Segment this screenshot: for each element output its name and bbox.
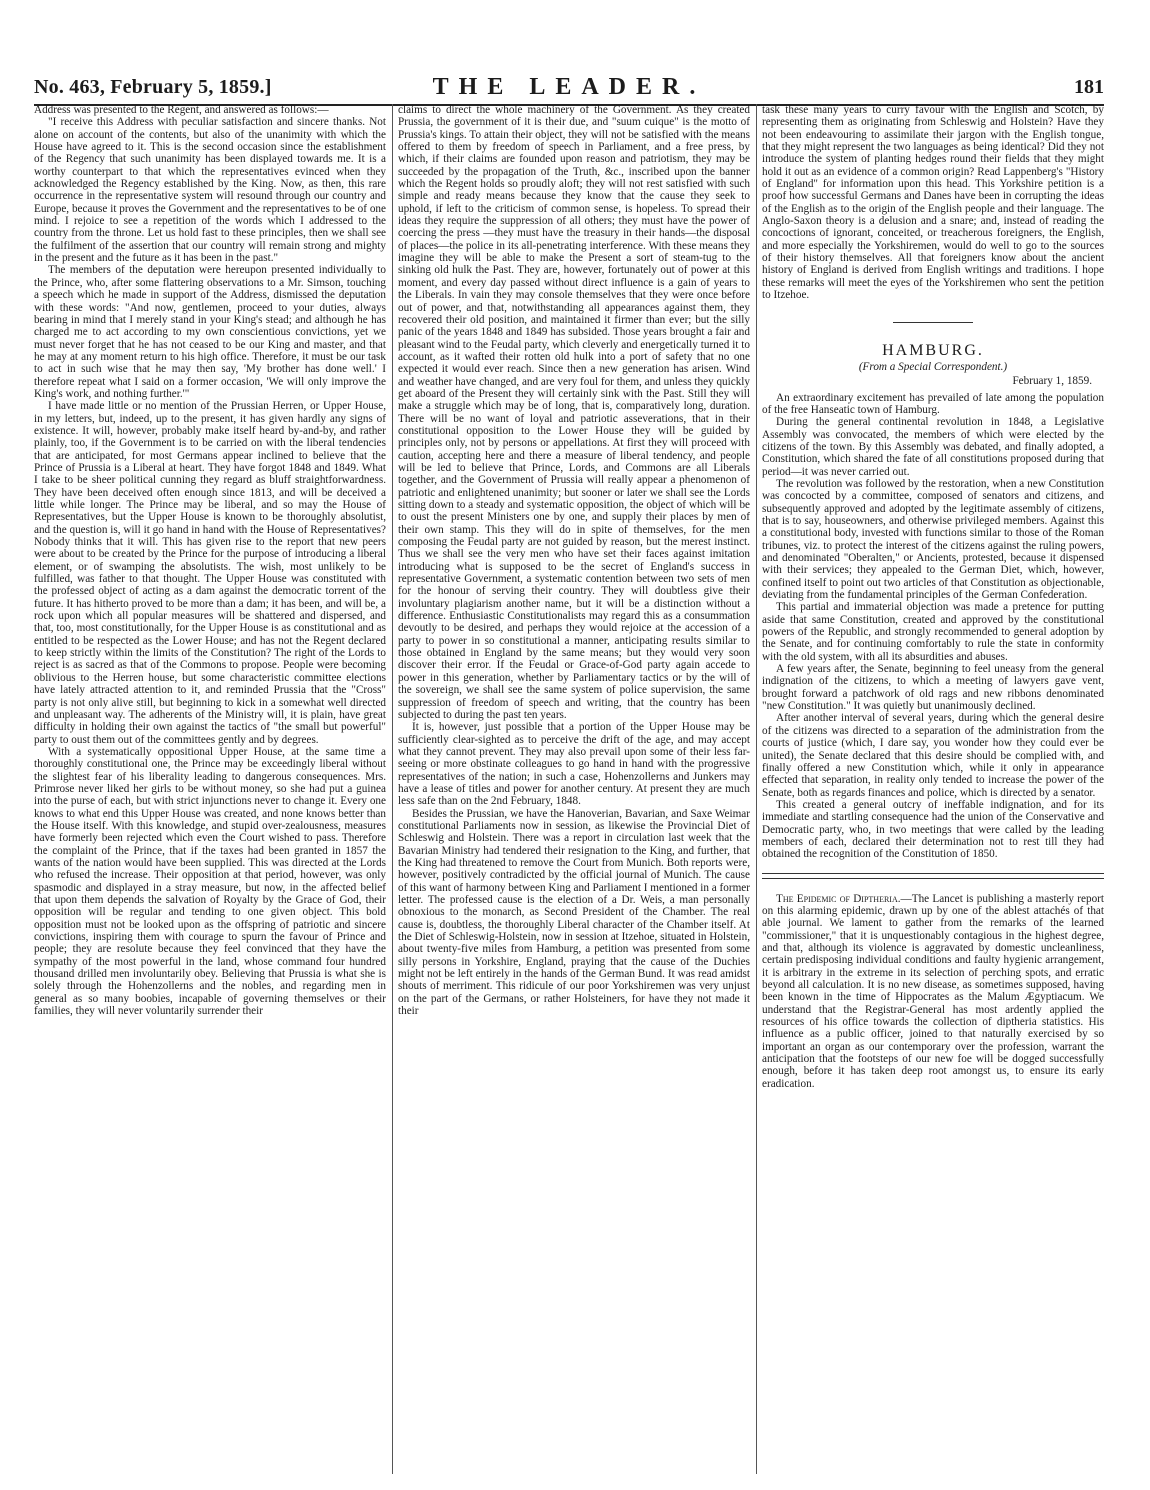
article-paragraph: It is, however, just possible that a portion of the Upper House may be sufficiently clear-sighted as to perceive the drift of the age, and may accept what they cannot prevent. They may also prevail upon some of their less far-seeing or more obstinate colleagues to go hand in hand with the progressive representatives of the nation; in such a case, Hohenzollerns and Junkers may have a lease of titles and power for another century. At present they are much less safe than on the 2nd February, 1848. bbox=[398, 721, 750, 808]
issue-date: No. 463, February 5, 1859.] bbox=[34, 76, 272, 98]
newspaper-title: THE LEADER. bbox=[432, 74, 706, 100]
epidemic-heading: The Epidemic of Diptheria. bbox=[776, 892, 901, 905]
article-paragraph: task these many years to curry favour with the English and Scotch, by representing them as originating from Schleswig and Holstein? Have they not been endeavouring to assimilate their jargon with the English tongue, that they might represent the two languages as being identical? Did they not introduce the system of planting hedges round their fields that they might hold it out as an evidence of a common origin? Read Lappenberg's "History of England" for information upon this head. This Yorkshire petition is a proof how successful Germans and Danes have been in corrupting the ideas of the English as to the origin of the English people and their language. The Anglo-Saxon theory is a delusion and a snare; and, instead of reading the concoctions of ignorant, conceited, or treacherous foreigners, the English, and more especially the Yorkshiremen, would do well to go to the sources of their history themselves. All that foreigners know about the ancient history of England is derived from English writings and traditions. I hope these remarks will meet the eyes of the Yorkshiremen who sent the petition to Itzehoe. bbox=[762, 104, 1104, 302]
article-paragraph: An extraordinary excitement has prevailed of late among the population of the free Hanseatic town of Hamburg. bbox=[762, 391, 1104, 416]
article-paragraph: After another interval of several years, during which the general desire of the citizens was directed to a separation of the administration from the courts of justice (which, I dare say, you wonder how they could ever be united), the Senate declared that this desire should be complied with, and finally offered a new Constitution which, while it only in appearance effected that separation, in reality only tended to increase the power of the Senate, both as regards finances and police, which is directed by a senator. bbox=[762, 712, 1104, 799]
article-paragraph: The revolution was followed by the restoration, when a new Constitution was concocted by a committee, composed of senators and citizens, and subsequently approved and adopted by the legitimate assembly of citizens, that is to say, houseowners, and otherwise privileged members. Against this a constitutional body, invested with functions similar to those of the Roman tribunes, viz. to protect the interest of the citizens against the ruling powers, and denominated "Oberalten," or Ancients, protested, because it dispensed with their services; they appealed to the German Diet, which, however, confined itself to point out two articles of that Constitution as objectionable, deviating from the fundamental principles of the German Confederation. bbox=[762, 477, 1104, 602]
article-paragraph: With a systematically oppositional Upper House, at the same time a thoroughly constitutional one, the Prince may be exceedingly liberal without the slightest fear of his liberality leading to dangerous consequences. Mrs. Primrose never liked her girls to be without money, so she had put a guinea into the purse of each, but with strict injunctions never to change it. Every one knows to what end this Upper House was created, and none knows better than the House itself. With this knowledge, and stupid over-zealousness, measures have formerly been rejected which even the Court wished to pass. Therefore the complaint of the Prince, that if the taxes had been granted in 1857 the wants of the nation would have been supplied. This was directed at the Lords who refused the increase. Their opposition at that period, however, was only spasmodic and displayed in a stray measure, but now, in the affected belief that upon them depends the salvation of Royalty by the Grace of God, their opposition will be regular and tending to one given object. This bold opposition must not be looked upon as the offspring of patriotic and sincere convictions, inspiring them with courage to spurn the favour of Prince and people; they are resolute because they feel convinced that they have the sympathy of the most powerful in the land, whose command four hundred thousand drilled men involuntarily obey. Believing that Prussia is what she is solely through the Hohenzollerns and the nobles, and regarding men in general as so many boobies, incapable of governing themselves or their families, they will never voluntarily surrender their bbox=[34, 745, 386, 1018]
column-2 bbox=[398, 104, 750, 1479]
column-rule-2 bbox=[756, 104, 757, 1474]
article-paragraph: I have made little or no mention of the Prussian Herren, or Upper House, in my letters, but, indeed, up to the present, it has given hardly any signs of existence. It will, however, probably make itself heard by-and-by, and rather plainly, too, if the Government is to be carried on with the liberal tendencies that are anticipated, for most Germans appear inclined to believe that the Prince of Prussia is a Liberal at heart. They have forgot 1848 and 1849. What I take to be sheer political cunning they regard as bluff straightforwardness. They have been deceived often enough since 1813, and will be deceived a little while longer. The Prince may be liberal, and so may the House of Representatives, but the Upper House is known to be thoroughly absolutist, and the question is, will it go hand in hand with the House of Representatives? Nobody thinks that it will. This has given rise to the report that new peers were about to be created by the Prince for the purpose of introducing a liberal element, or of swamping the absolutists. The wish, most unlikely to be fulfilled, was father to that thought. The Upper House was constituted with the professed object of acting as a dam against the democratic torrent of the future. It has hitherto proved to be more than a dam; it has been, and will be, a rock upon which all popular measures will be shattered and dispersed, and that, too, most constitutionally, for the Upper House is as constitutional and as entitled to be respected as the Lower House; and has not the Regent declared to keep strictly within the limits of the Constitution? The right of the Lords to reject is as sacred as that of the Commons to propose. People were becoming oblivious to the Herren house, but some characteristic committee elections have lately attracted attention to it, and reminded Prussia that the "Cross" party is not only alive still, but beginning to kick in a somewhat well directed and unpleasant way. The adherents of the Ministry will, it is plain, have great difficulty in holding their own against the tactics of "the small but powerful" party to oust them out of the committees gently and by degrees. bbox=[34, 400, 386, 746]
article-paragraph: This partial and immaterial objection was made a pretence for putting aside that same Constitution, created and approved by the constitutional powers of the Republic, and strongly recommended to general adoption by the Senate, and for continuing comfortably to rule the state in conformity with the old system, with all its absurdities and abuses. bbox=[762, 601, 1104, 663]
epidemic-text: —The Lancet is publishing a masterly report on this alarming epidemic, drawn up by one of the ablest attachés of that able journal. We lament to gather from the remarks of the learned "commissioner," that it is unquestionably contagious in the highest degree, and that, although its violence is aggravated by domestic uncleanliness, certain predisposing individual conditions and faulty hygienic arrangement, it is arbitrary in the extreme in its selection of perching spots, and erratic beyond all calculation. It is no new disease, as sometimes supposed, having been known in the time of Hippocrates as the Malum Ægyptiacum. We understand that the Registrar-General has most ardently applied the resources of his office towards the collection of diptheria statistics. His influence as a public officer, joined to that naturally exercised by so important an organ as our contemporary over the profession, warrant the anticipation that the footsteps of our new foe will be dogged successfully enough, before it has taken deep root amongst us, to ensure its early eradication. bbox=[762, 892, 1104, 1090]
column-rule-1 bbox=[392, 104, 393, 1474]
section-divider-double bbox=[762, 873, 1104, 879]
article-paragraph: This created a general outcry of ineffable indignation, and for its immediate and startling consequence had the union of the Conservative and Democratic party, who, in two meetings that were called by the leading members of each, declared their determination not to rest till they had obtained the recognition of the Constitution of 1850. bbox=[762, 798, 1104, 861]
article-paragraph: "I receive this Address with peculiar satisfaction and sincere thanks. Not alone on account of the contents, but also of the unanimity with which the House have agreed to it. This is the second occasion since the establishment of the Regency that such unanimity has been displayed towards me. It is a worthy counterpart to that which the representatives evinced when they acknowledged the Regency established by the King. Now, as then, this rare occurrence in the representative system will resound through our country and Europe, because it proves the Government and the representatives to be of one mind. I rejoice to see a repetition of the words which I addressed to the country from the throne. Let us hold fast to these principles, then we shall see the fulfilment of the assertion that our country will remain strong and mighty in the present and the future as it has been in the past." bbox=[34, 116, 386, 265]
column-1 bbox=[34, 104, 386, 1479]
epidemic-paragraph bbox=[762, 893, 1104, 1091]
article-paragraph: Address was presented to the Regent, and answered as follows:— bbox=[34, 104, 329, 116]
column-3 bbox=[762, 104, 1104, 1479]
article-paragraph: A few years after, the Senate, beginning to feel uneasy from the general indignation of the citizens, to which a meeting of lawyers gave vent, brought forward a patchwork of old rags and new ribbons denominated "new Constitution." It was quietly but unanimously declined. bbox=[762, 663, 1104, 713]
article-paragraph: Besides the Prussian, we have the Hanoverian, Bavarian, and Saxe Weimar constitutional Parliaments now in session, as likewise the Provincial Diet of Schleswig and Holstein. There was a report in circulation last week that the Bavarian Ministry had tendered their resignation to the King, and further, that the King had threatened to remove the Court from Munich. Both reports were, however, positively contradicted by the official journal of Munich. The cause of this want of harmony between King and Parliament I mentioned in a former letter. The professed cause is the election of a Dr. Weis, a man personally obnoxious to the monarch, as Second President of the Chamber. The real cause is, doubtless, the thoroughly Liberal character of the Chamber itself. At the Diet of Schleswig-Holstein, now in session at Itzehoe, situated in Holstein, about twenty-five miles from Hamburg, a petition was presented from some silly persons in Yorkshire, England, praying that the cause of the Duchies might not be left entirely in the hands of the German Bund. It was read amidst shouts of merriment. This ridicule of our poor Yorkshiremen was very unjust on the part of the Germans, or rather Holsteiners, for have they not made it their bbox=[398, 807, 750, 1018]
dateline: February 1, 1859. bbox=[1012, 375, 1092, 388]
article-paragraph: claims to direct the whole machinery of the Government. As they created Prussia, the government of it is their due, and "suum cuique" is the motto of Prussia's kings. To attain their object, they will not be satisfied with the means offered to them by freedom of speech in Parliament, and a free press, by which, if their claims are founded upon reason and patriotism, they may be succeeded by the propagation of the Truth, &c., inscribed upon the banner which the Regent holds so proudly aloft; they will not rest satisfied with such simple and ready means because they know that the cause they seek to uphold, if left to the criticism of common sense, is hopeless. To spread their ideas they require the suppression of all others; they must have the power of coercing the press —they must have the treasury in their hands—the disposal of places—the police in its all-penetrating interference. With these means they imagine they will be able to make the Present a sort of steam-tug to the sinking old hulk the Past. They are, however, fortunately out of power at this moment, and every day passed without direct influence is a gain of years to the Liberals. In vain they may console themselves that they were once before out of power, and that, notwithstanding all appearances against them, they recovered their old position, and maintained it firmer than ever; but the silly panic of the years 1848 and 1849 has subsided. Those years brought a fair and pleasant wind to the Feudal party, which cleverly and energetically turned it to account, as it wafted their rotten old hulk into a port of safety that no one expected it would ever reach. Since then a new generation has arisen. Wind and weather have changed, and are very foul for them, and unless they quickly get aboard of the Present they will certainly sink with the Past. Still they will make a struggle which may be of long, that is, comparatively long, duration. There will be no want of loyal and patriotic asseverations, that in their constitutional opposition to the Lower House they will be guided by principles only, not by persons or appellations. At first they will proceed with caution, accepting here and there a measure of liberal tendency, and people will be led to believe that Prince, Lords, and Commons are all Liberals together, and the Government of Prussia will really appear a phenomenon of patriotic and enlightened unanimity; but sooner or later we shall see the Lords sitting down to a steady and systematic opposition, the object of which will be to oust the present Ministers one by one, and supply their places by men of their own stamp. This they will do in spite of themselves, for the men composing the Feudal party are not guided by reason, but the merest instinct. Thus we shall see the very men who have set their faces against imitation introducing what is supposed to be the secret of England's success in representative Government, a systematic contention between two sets of men for the honour of serving their country. They will doubtless give their involuntary plagiarism another name, but it will be a distinction without a difference. Enthusiastic Constitutionalists may regard this as a consummation devoutly to be desired, and perhaps they would rejoice at the accession of a party to power in so constitutional a manner, anticipating results similar to those obtained in England by the same means; but they would very soon discover their error. If the Feudal or Grace-of-God party again accede to power in this generation, whether by Parliamentary tactics or by the will of the sovereign, we shall see the same system of police supervision, the same suppression of freedom of speech and writing, that the country has been subjected to during the past ten years. bbox=[398, 104, 750, 721]
section-subtitle: (From a Special Correspondent.) bbox=[858, 360, 1008, 373]
page-number: 181 bbox=[1074, 76, 1104, 98]
section-divider bbox=[893, 322, 973, 323]
masthead bbox=[34, 70, 1104, 106]
article-paragraph: The members of the deputation were hereupon presented individually to the Prince, who, after some flattering observations to a Mr. Simson, touching a speech which he made in support of the Address, dismissed the deputation with these words: "And now, gentlemen, proceed to your duties, always bearing in mind that I merely stand in your King's stead; and although he has charged me to act according to my own conscientious convictions, yet we must never forget that he has not ceased to be our King and master, and that he may at any moment return to his high office. Therefore, it must be our task to act in such wise that he may then say, 'My brother has done well.' I therefore repeat what I said on a former occasion, 'We will only improve the King's work, and nothing further.'" bbox=[34, 264, 386, 400]
article-paragraph: During the general continental revolution in 1848, a Legislative Assembly was convocated, the members of which were elected by the citizens of the town. By this Assembly was debated, and finally adopted, a Constitution, which shared the fate of all constitutions proposed during that period—it was never carried out. bbox=[762, 416, 1104, 478]
section-title: HAMBURG. bbox=[882, 341, 984, 359]
